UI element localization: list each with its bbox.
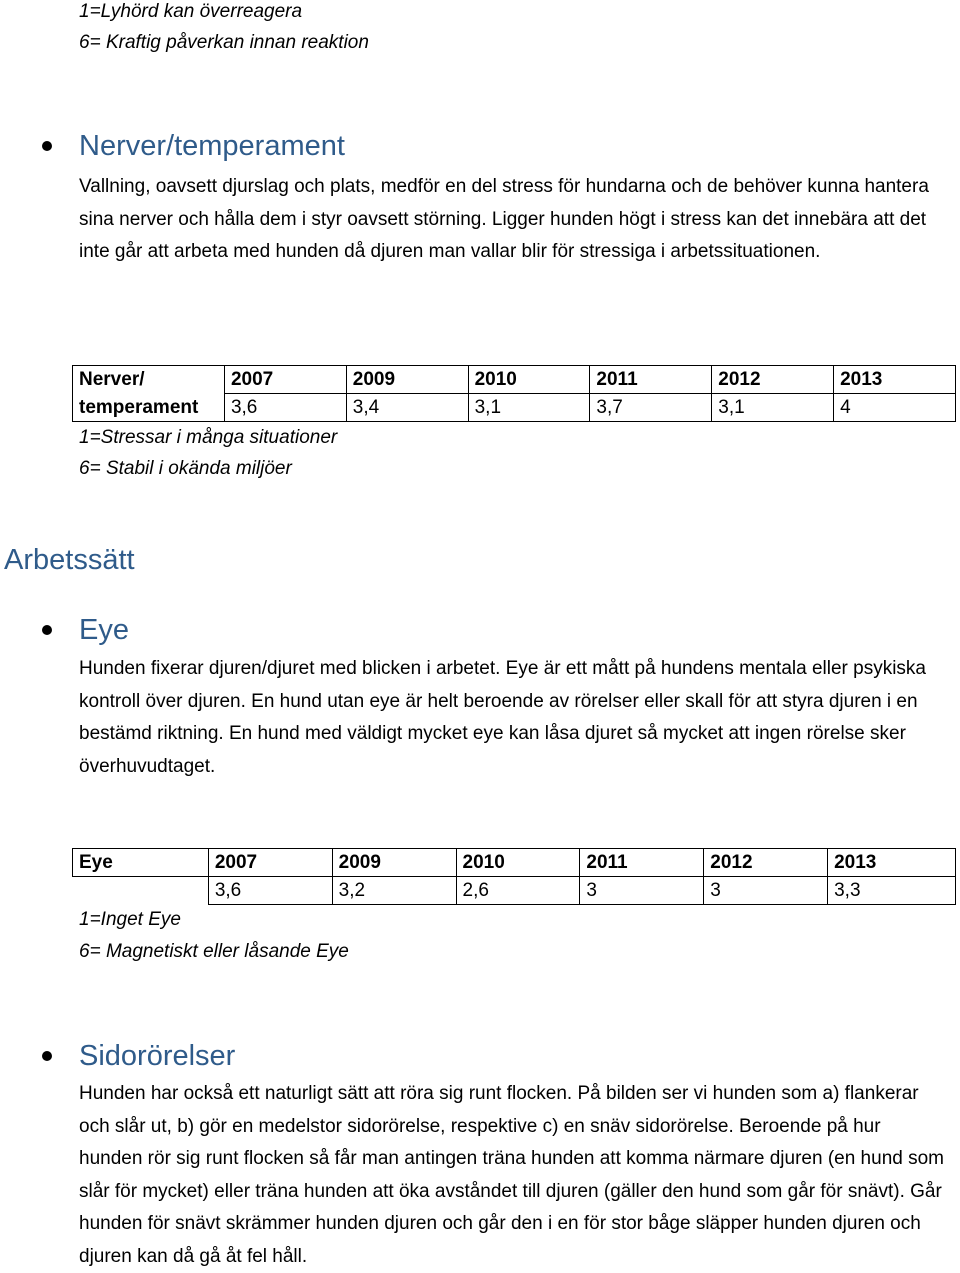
table-year: 2013 — [828, 849, 956, 877]
scale-low-label: 1=Stressar i många situationer — [79, 427, 338, 448]
table-year: 2009 — [346, 366, 468, 394]
section-heading-eye: Eye — [79, 614, 129, 646]
section-title: Arbetssätt — [4, 544, 135, 576]
table-value: 3,1 — [712, 394, 834, 422]
table-value: 4 — [834, 394, 956, 422]
table-row — [73, 366, 956, 394]
scale-high-label: 6= Stabil i okända miljöer — [79, 458, 292, 479]
table-value: 3,4 — [346, 394, 468, 422]
bullet-icon — [42, 1051, 52, 1061]
table-year: 2007 — [208, 849, 332, 877]
table-year: 2012 — [712, 366, 834, 394]
scale-high-label: 6= Kraftig påverkan innan reaktion — [79, 32, 369, 53]
table-label: temperament — [73, 394, 225, 422]
table-value: 2,6 — [456, 877, 580, 905]
table-year: 2007 — [224, 366, 346, 394]
table-empty-cell — [73, 877, 209, 905]
bullet-icon — [42, 625, 52, 635]
table-year: 2009 — [332, 849, 456, 877]
table-value: 3,7 — [590, 394, 712, 422]
table-value: 3 — [704, 877, 828, 905]
table-row — [73, 877, 956, 905]
table-label: Nerver/ — [73, 366, 225, 394]
nerver-table — [72, 365, 956, 422]
table-year: 2011 — [590, 366, 712, 394]
table-value: 3,2 — [332, 877, 456, 905]
section-heading-sido: Sidorörelser — [79, 1040, 236, 1072]
table-label: Eye — [73, 849, 209, 877]
table-year: 2010 — [456, 849, 580, 877]
table-year: 2011 — [580, 849, 704, 877]
bullet-icon — [42, 141, 52, 151]
eye-table — [72, 848, 956, 905]
section-heading-nerver: Nerver/temperament — [79, 130, 345, 162]
table-value: 3 — [580, 877, 704, 905]
scale-high-label: 6= Magnetiskt eller låsande Eye — [79, 941, 349, 962]
eye-paragraph: Hunden fixerar djuren/djuret med blicken i arbetet. Eye är ett mått på hundens mentala eller psykiska kontroll över djuren. En hund utan eye är helt beroende av rörelser eller skall för att styra djuren i en bestämd riktning. En hund med väldigt mycket eye kan låsa djuret så mycket att ingen rörelse sker överhuvudtaget. — [79, 658, 927, 777]
table-year: 2012 — [704, 849, 828, 877]
nerver-paragraph: Vallning, oavsett djurslag och plats, medför en del stress för hundarna och de behöver kunna hantera sina nerver och hålla dem i styr oavsett störning. Ligger hunden högt i stress kan det innebära att det inte går att arbeta med hunden då djuren man vallar blir för stressiga i arbetssituationen. — [79, 176, 929, 262]
table-value: 3,6 — [208, 877, 332, 905]
table-row — [73, 394, 956, 422]
table-value: 3,6 — [224, 394, 346, 422]
table-year: 2013 — [834, 366, 956, 394]
sido-paragraph: Hunden har också ett naturligt sätt att röra sig runt flocken. På bilden ser vi hunden som a) flankerar och slår ut, b) gör en medelstor sidorörelse, respektive c) en snäv sidorörelse. Beroende på hur hunden rör sig runt flocken så får man antingen träna hunden att komma närmare djuren (en hund som slår för mycket) eller träna hunden att öka avståndet till djuren (gäller den hund som går för snävt). Går hunden för snävt skrämmer hunden djuren och går den i en för stor båge släpper hunden djuren och djuren kan då gå åt fel håll. — [79, 1083, 945, 1267]
table-row — [73, 849, 956, 877]
scale-low-label: 1=Inget Eye — [79, 909, 181, 930]
table-year: 2010 — [468, 366, 590, 394]
table-value: 3,1 — [468, 394, 590, 422]
scale-low-label: 1=Lyhörd kan överreagera — [79, 1, 303, 22]
table-value: 3,3 — [828, 877, 956, 905]
